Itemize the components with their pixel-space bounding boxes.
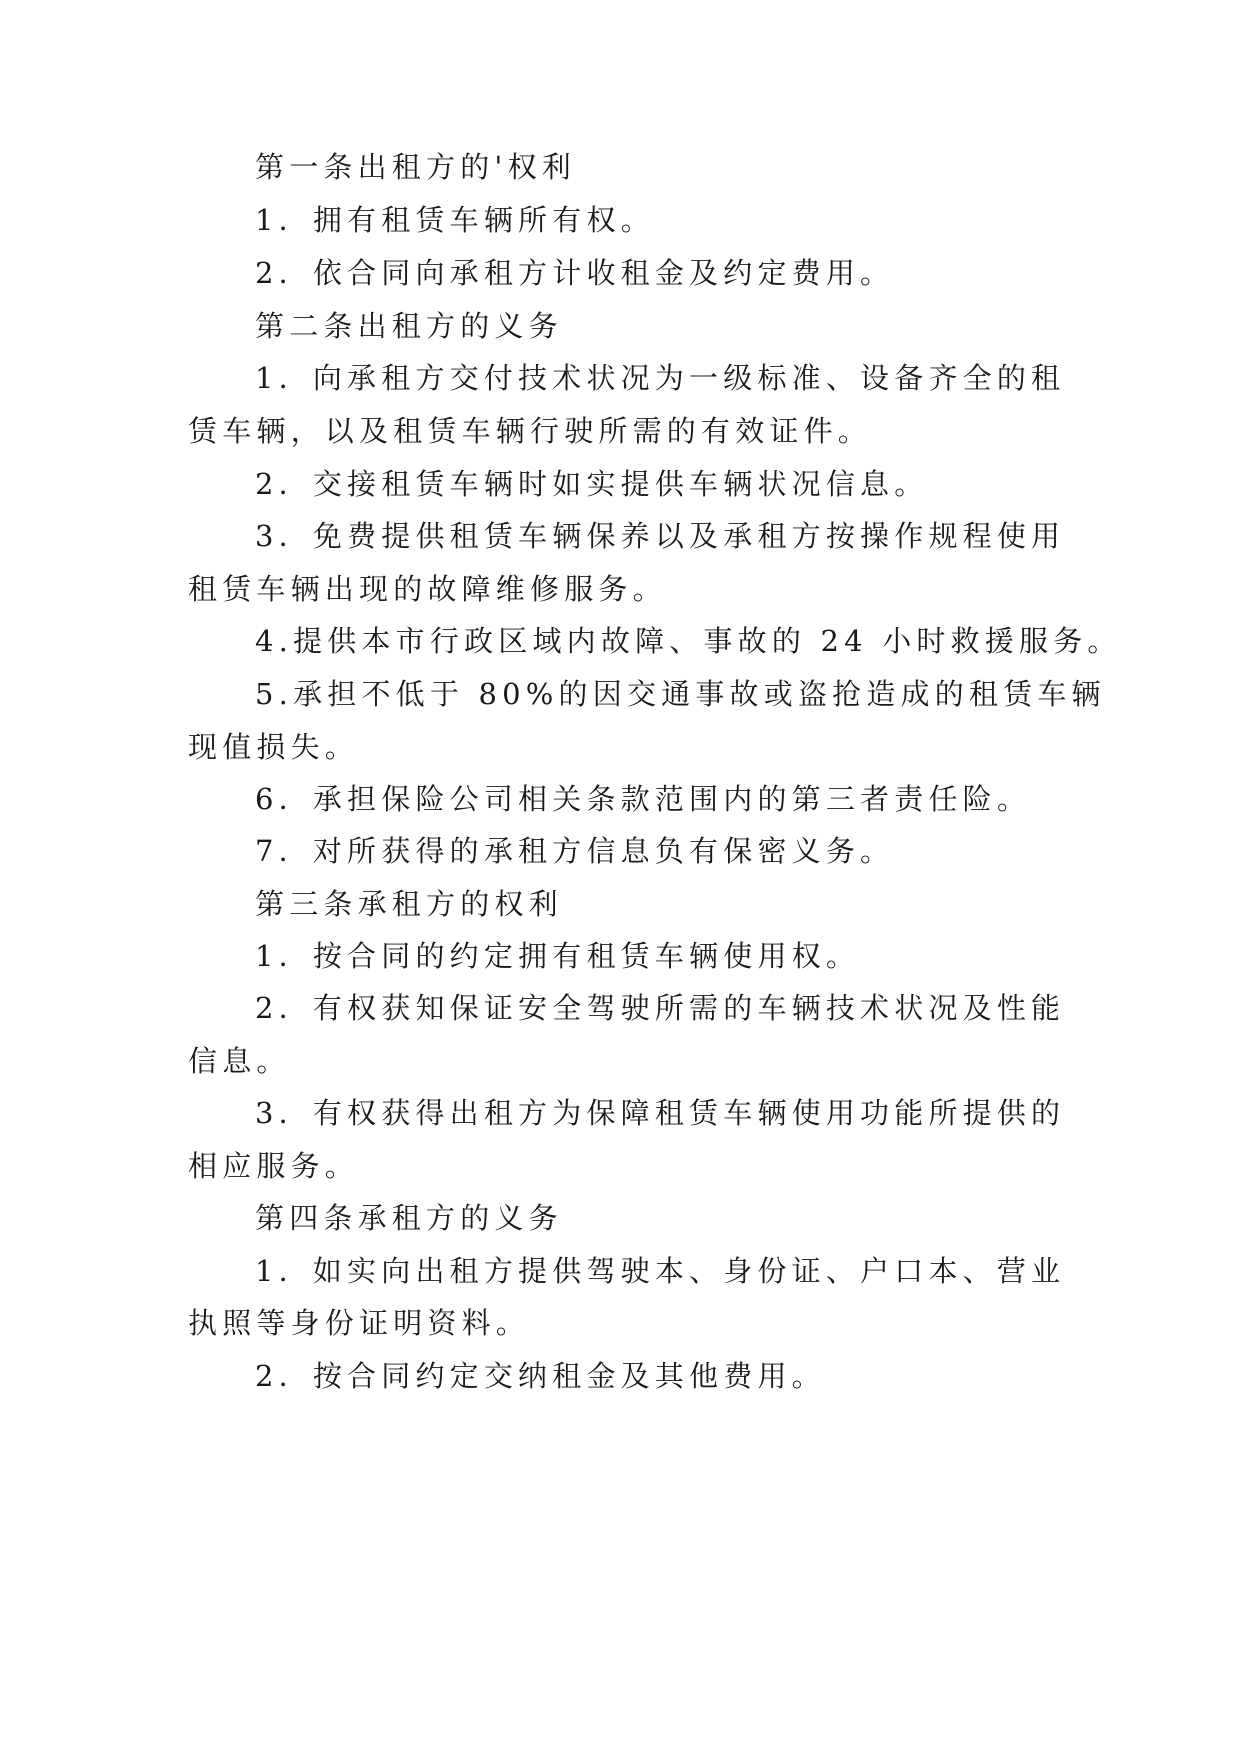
paragraph-line: 3．有权获得出租方为保障租赁车辆使用功能所提供的 <box>255 1096 1066 1130</box>
paragraph-line: 1．拥有租赁车辆所有权。 <box>255 203 655 237</box>
paragraph-line: 6．承担保险公司相关条款范围内的第三者责任险。 <box>255 782 1032 816</box>
paragraph-line-continued: 租赁车辆出现的故障维修服务。 <box>188 572 667 606</box>
article-2-heading: 第二条出租方的义务 <box>255 309 563 343</box>
article-1-heading: 第一条出租方的'权利 <box>255 150 576 184</box>
paragraph-line-continued: 现值损失。 <box>188 730 360 764</box>
paragraph-line: 2．有权获知保证安全驾驶所需的车辆技术状况及性能 <box>255 991 1066 1025</box>
paragraph-line: 2．交接租赁车辆时如实提供车辆状况信息。 <box>255 467 929 501</box>
paragraph-line: 1．如实向出租方提供驾驶本、身份证、户口本、营业 <box>255 1254 1066 1288</box>
article-3-heading: 第三条承租方的权利 <box>255 887 563 921</box>
paragraph-line-continued: 赁车辆，以及租赁车辆行驶所需的有效证件。 <box>188 414 873 448</box>
paragraph-line: 7．对所获得的承租方信息负有保密义务。 <box>255 834 895 868</box>
paragraph-line: 2．依合同向承租方计收租金及约定费用。 <box>255 256 895 290</box>
paragraph-line-continued: 相应服务。 <box>188 1149 360 1183</box>
paragraph-line-continued: 信息。 <box>188 1044 291 1078</box>
article-4-heading: 第四条承租方的义务 <box>255 1201 563 1235</box>
paragraph-line: 5.承担不低于 80%的因交通事故或盗抢造成的租赁车辆 <box>255 677 1106 711</box>
paragraph-line: 1．按合同的约定拥有租赁车辆使用权。 <box>255 939 861 973</box>
paragraph-line: 2．按合同约定交纳租金及其他费用。 <box>255 1359 826 1393</box>
paragraph-line: 1．向承租方交付技术状况为一级标准、设备齐全的租 <box>255 361 1066 395</box>
paragraph-line-continued: 执照等身份证明资料。 <box>188 1306 531 1340</box>
paragraph-line: 3．免费提供租赁车辆保养以及承租方按操作规程使用 <box>255 519 1066 553</box>
paragraph-line: 4.提供本市行政区域内故障、事故的 24 小时救援服务。 <box>255 624 1122 658</box>
